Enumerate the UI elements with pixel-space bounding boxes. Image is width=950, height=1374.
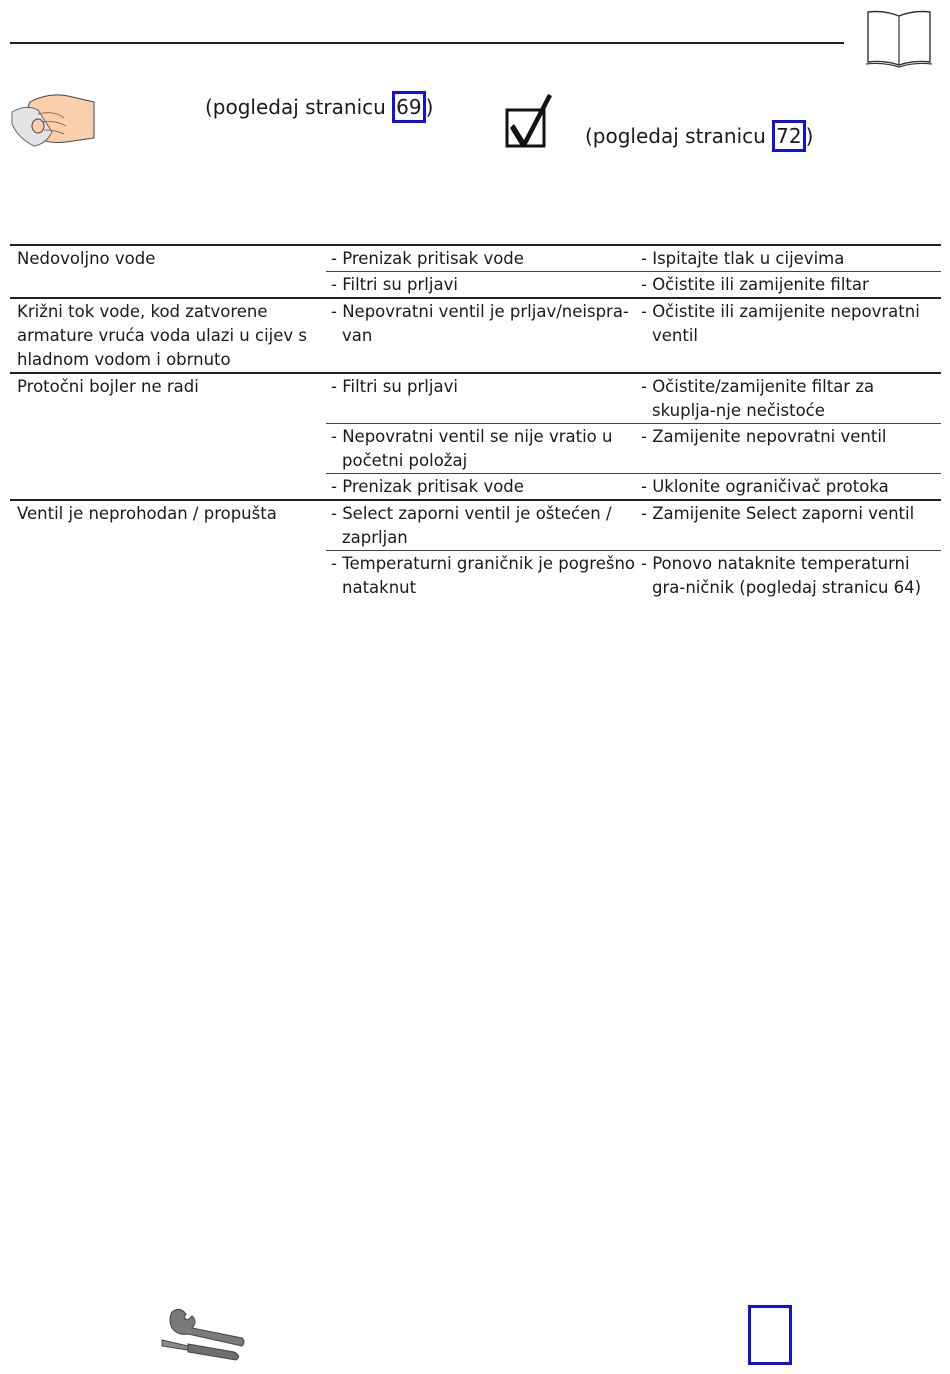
cause-cell: - Nepovratni ventil je prljav/neispra-van [331,302,629,345]
table-row [10,551,941,601]
page-link-72[interactable]: 72 [772,120,805,152]
fix-cell: - Očistite ili zamijenite nepovratni ventil [641,302,920,345]
problem-cell: Nedovoljno vode [10,245,326,272]
problem-cell: Križni tok vode, kod zatvorene armature vruća voda ulazi u cijev s hladnom vodom i obrnuto [10,298,326,373]
cause-cell: - Prenizak pritisak vode [331,477,524,496]
checkbox-checked-icon [504,90,556,150]
fix-cell: - Očistite/zamijenite filtar za skuplja-nje nečistoće [641,377,875,420]
cause-cell: - Filtri su prljavi [331,377,458,396]
problem-cell [10,272,326,299]
table-row [10,424,941,474]
table-row [10,298,941,373]
fix-cell: - Uklonite ograničivač protoka [641,477,889,496]
problem-cell: Protočni bojler ne radi [10,373,326,424]
book-icon [864,8,934,68]
hand-cleaning-icon [8,88,98,150]
cause-cell: - Prenizak pritisak vode [331,249,524,268]
page-reference-1-suffix: ) [425,95,434,119]
page-reference-2-prefix: (pogledaj stranicu [585,124,773,148]
header-rule [10,42,844,44]
cause-cell: - Temperaturni graničnik je pogrešno nataknut [331,554,635,597]
cause-cell: - Filtri su prljavi [331,275,458,294]
fix-cell: - Očistite ili zamijenite filtar [641,275,869,294]
wrench-screwdriver-icon [158,1306,248,1364]
page-link-69[interactable]: 69 [392,91,425,123]
table-row [10,500,941,551]
problem-cell [10,474,326,501]
page-reference-2-suffix: ) [805,124,814,148]
cause-cell: - Select zaporni ventil je oštećen / zaprljan [331,504,612,547]
page-reference-1 [205,91,433,123]
page-reference-2 [585,120,813,152]
fix-cell: - Zamijenite nepovratni ventil [641,427,887,446]
fix-cell: - Ispitajte tlak u cijevima [641,249,845,268]
table-row [10,373,941,424]
problem-cell: Ventil je neprohodan / propušta [10,500,326,551]
fix-cell: - Ponovo nataknite temperaturni gra-ničnik (pogledaj stranicu 64) [641,554,922,597]
problem-cell [10,551,326,601]
page-reference-1-prefix: (pogledaj stranicu [205,95,393,119]
table-row [10,272,941,299]
problem-cell [10,424,326,474]
page-number-box[interactable] [748,1305,792,1365]
troubleshooting-table [10,244,941,600]
table-row [10,245,941,272]
table-row [10,474,941,501]
fix-cell: - Zamijenite Select zaporni ventil [641,504,915,523]
cause-cell: - Nepovratni ventil se nije vratio u početni položaj [331,427,613,470]
